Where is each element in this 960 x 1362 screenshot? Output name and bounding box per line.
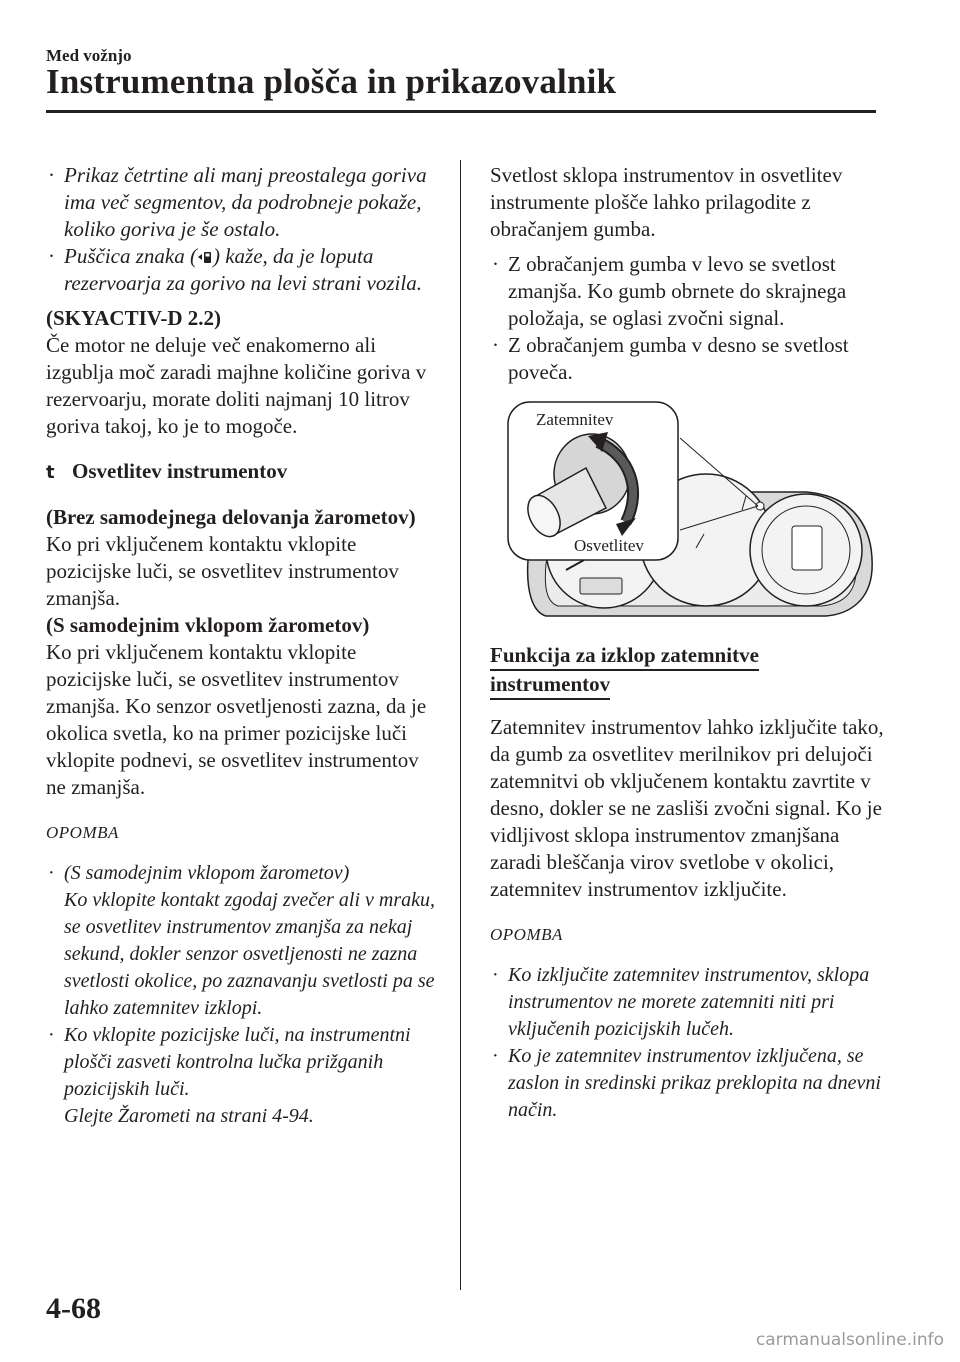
section-heading-illumination bbox=[46, 458, 442, 486]
function-heading-line1: Funkcija za izklop zatemnitve bbox=[490, 642, 759, 671]
bullet-fuel-segments: · Prikaz četrtine ali manj preostalega goriva ima več segmentov, da podrobneje pokaže, koliko goriva je še ostalo. bbox=[46, 162, 442, 243]
bullet-fuel-arrow bbox=[46, 243, 442, 297]
page-number: 4-68 bbox=[46, 1292, 101, 1325]
note-heading-right: OPOMBA bbox=[490, 925, 563, 944]
note-heading-left: OPOMBA bbox=[46, 823, 119, 842]
function-heading-line2: instrumentov bbox=[490, 671, 610, 700]
bullet-dim-right: · Z obračanjem gumba v desno se svetlost poveča. bbox=[490, 332, 886, 386]
title-rule bbox=[46, 110, 876, 113]
bullet-fuel-arrow-after: ) kaže, da je loputa rezervoarja za gorivo na levi strani vozila. bbox=[64, 244, 422, 295]
note-item-text: · Ko vklopite pozicijske luči, na instrumentni plošči zasveti kontrolna lučka prižganih pozicijskih luči. bbox=[64, 1024, 411, 1100]
column-divider bbox=[460, 160, 461, 1290]
subheading-no-auto: (Brez samodejnega delovanja žarometov) bbox=[46, 505, 416, 529]
note-item-ref: Glejte Žarometi na strani 4-94. bbox=[64, 1105, 314, 1127]
note-list-left bbox=[46, 860, 442, 1130]
note-item-left bbox=[46, 860, 442, 1022]
note-item-right: · Ko je zatemnitev instrumentov izključena, se zaslon in sredinski prikaz preklopita na dnevni način. bbox=[490, 1043, 886, 1124]
skyactiv-text: Če motor ne deluje več enakomerno ali izgublja moč zaradi majhne količine goriva v rezervoarju, morate doliti najmanj 10 litrov goriva takoj, ko je to mogoče. bbox=[46, 333, 427, 438]
fuel-door-arrow-icon bbox=[197, 249, 213, 265]
figure-label-dim: Zatemnitev bbox=[536, 410, 614, 429]
note-list-right bbox=[490, 962, 886, 1124]
right-column-lower bbox=[490, 642, 886, 1124]
left-column bbox=[46, 162, 442, 1130]
watermark[interactable]: carmanualsonline.info bbox=[755, 1330, 944, 1350]
dimmer-illustration bbox=[506, 400, 878, 626]
function-heading bbox=[490, 642, 886, 700]
right-column bbox=[490, 162, 886, 386]
dimmer-figure bbox=[506, 400, 878, 626]
bullet-dim-left: · Z obračanjem gumba v levo se svetlost zmanjša. Ko gumb obrnete do skrajnega položaja, se oglasi zvočni signal. bbox=[490, 251, 886, 332]
subtext-auto: Ko pri vključenem kontaktu vklopite pozicijske luči, se osvetlitev instrumentov zmanjša. Ko senzor osvetljenosti zazna, da je okolica svetla, ko na primer pozicijske luči vklopite podnevi, se osvetlitev instrumentov ne zmanjša. bbox=[46, 640, 427, 799]
note-item-right: · Ko izključite zatemnitev instrumentov, sklopa instrumentov ne morete zatemniti niti pri vključenih pozicijskih lučeh. bbox=[490, 962, 886, 1043]
section-marker-icon: t bbox=[46, 462, 55, 483]
note-item-left bbox=[46, 1022, 442, 1130]
subtext-no-auto: Ko pri vključenem kontaktu vklopite pozicijske luči, se osvetlitev instrumentov zmanjša. bbox=[46, 532, 399, 610]
section-label: Med vožnjo bbox=[46, 46, 132, 65]
note-item-text: Ko vklopite kontakt zgodaj zvečer ali v mraku, se osvetlitev instrumentov zmanjša za nekaj sekund, dokler senzor osvetljenosti ne zazna svetlosti okolice, po zaznavanju svetlosti pa se lahko zatemnitev izklopi. bbox=[64, 889, 436, 1019]
note-item-title: · (S samodejnim vklopom žarometov) bbox=[64, 862, 350, 884]
page-title: Instrumentna plošča in prikazovalnik bbox=[46, 62, 617, 101]
subheading-auto: (S samodejnim vklopom žarometov) bbox=[46, 613, 370, 637]
figure-label-bright: Osvetlitev bbox=[574, 536, 644, 555]
bullet-fuel-arrow-before: Puščica znaka ( bbox=[64, 244, 197, 268]
dimmer-intro: Svetlost sklopa instrumentov in osvetlitev instrumente plošče lahko prilagodite z obračanjem gumba. bbox=[490, 163, 843, 241]
function-text: Zatemnitev instrumentov lahko izključite tako, da gumb za osvetlitev merilnikov pri delujoči zatemnitvi ob vključenem kontaktu zavrtite v desno, dokler se ne zasliši zvočni signal. Ko je vidljivost sklopa instrumentov zmanjšana zaradi bleščanja virov svetlobe v okolici, zatemnitev instrumentov izključite. bbox=[490, 715, 884, 901]
section-heading-text: Osvetlitev instrumentov bbox=[72, 459, 288, 483]
skyactiv-heading: (SKYACTIV-D 2.2) bbox=[46, 306, 222, 330]
